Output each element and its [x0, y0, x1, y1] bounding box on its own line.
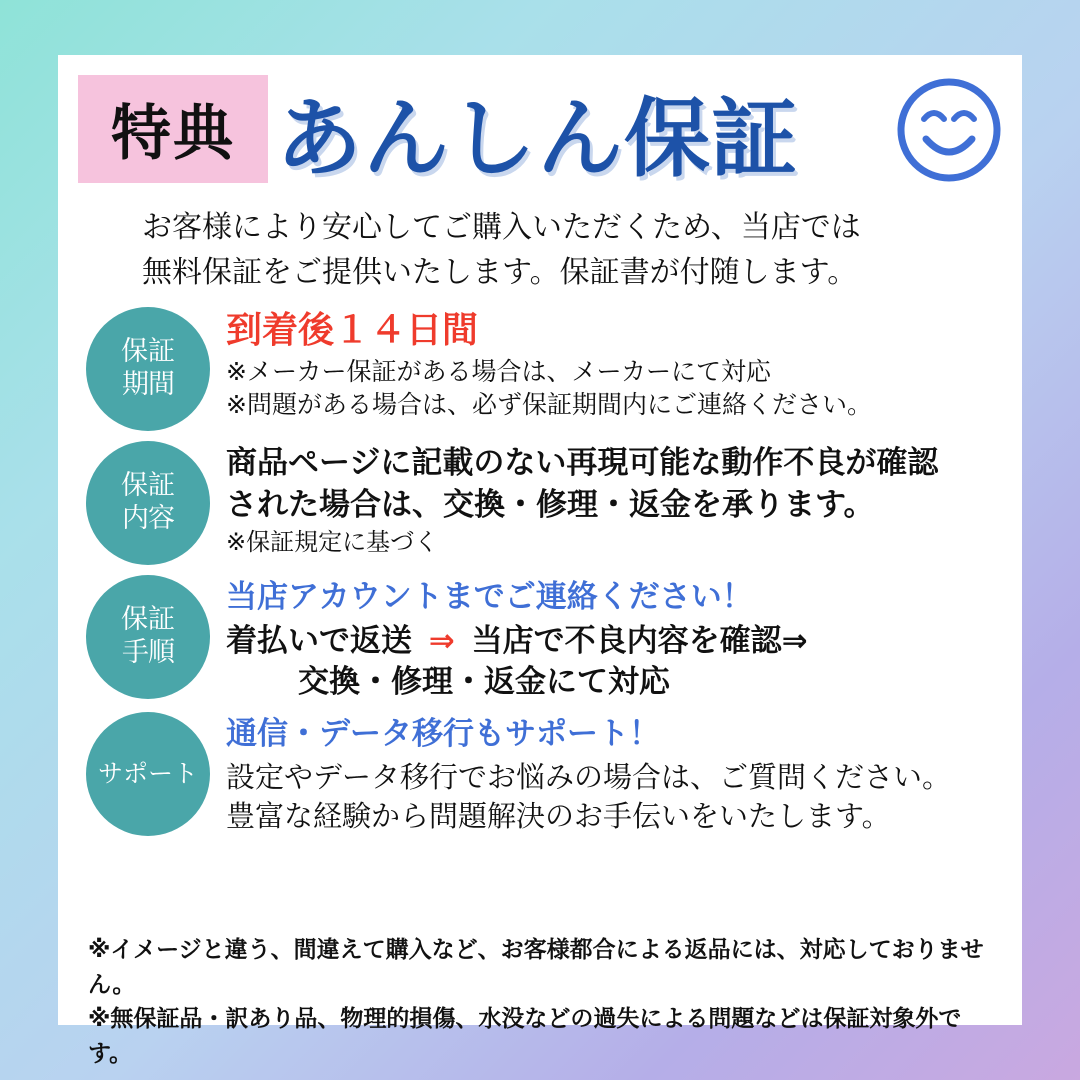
procedure-headline: 当店アカウントまでご連絡ください！ — [226, 579, 753, 615]
row-support — [86, 712, 1006, 837]
content-line-1: 商品ページに記載のない再現可能な動作不良が確認 — [226, 445, 939, 481]
intro-line-2: 無料保証をご提供いたします。保証書が付随します。 — [142, 255, 858, 290]
period-headline: 到着後１４日間 — [226, 310, 479, 351]
benefit-badge — [78, 75, 268, 183]
procedure-flow-line-1 — [226, 621, 1006, 661]
chip-warranty-content — [86, 441, 210, 565]
chip-support — [86, 712, 210, 836]
period-note-2: ※問題がある場合は、必ず保証期間内にご連絡ください。 — [226, 389, 872, 419]
row-body — [226, 712, 1006, 837]
chip-warranty-period — [86, 307, 210, 431]
row-body — [226, 307, 1006, 421]
warranty-card — [58, 55, 1022, 1067]
card-header — [58, 55, 1022, 195]
row-warranty-procedure — [86, 575, 1006, 702]
benefit-badge-label: 特典 — [111, 99, 235, 169]
support-headline: 通信・データ移行もサポート！ — [226, 715, 660, 752]
intro-line-1: お客様により安心してご購入いただくため、当店では — [142, 210, 861, 245]
chip-line-1: 保証 — [121, 470, 175, 502]
period-note-1: ※メーカー保証がある場合は、メーカーにて対応 — [226, 356, 771, 386]
support-line-1: 設定やデータ移行でお悩みの場合は、ご質問ください。 — [226, 760, 952, 795]
chip-line-2: 期間 — [122, 369, 174, 400]
intro-text — [142, 205, 982, 295]
disclaimer — [88, 933, 993, 1071]
warranty-rows — [86, 307, 1006, 846]
content-line-2: された場合は、交換・修理・返金を承ります。 — [226, 486, 875, 523]
content-note: ※保証規定に基づく — [226, 527, 439, 556]
procedure-step-3: 交換・修理・返金にて対応 — [298, 663, 670, 700]
chip-line-2: 内容 — [122, 503, 174, 534]
row-body — [226, 441, 1006, 558]
chip-line-1: サポート — [97, 758, 198, 788]
chip-line-1: 保証 — [121, 604, 175, 636]
disclaimer-line-1: ※イメージと違う、間違えて購入など、お客様都合による返品には、対応しておりません。 — [88, 937, 984, 998]
chip-warranty-procedure — [86, 575, 210, 699]
chip-line-2: 手順 — [122, 637, 174, 668]
page-title: あんしん保証 — [276, 89, 798, 189]
chip-line-1: 保証 — [121, 336, 175, 368]
disclaimer-line-2: ※無保証品・訳あり品、物理的損傷、水没などの過失による問題などは保証対象外です。 — [88, 1006, 962, 1067]
procedure-step-2: 当店で不良内容を確認⇒ — [471, 623, 808, 660]
smiley-face-icon — [896, 77, 1002, 183]
support-line-2: 豊富な経験から問題解決のお手伝いをいたします。 — [226, 799, 891, 834]
row-warranty-period — [86, 307, 1006, 431]
row-warranty-content — [86, 441, 1006, 565]
row-body — [226, 575, 1006, 702]
procedure-step-1: 着払いで返送 — [226, 623, 412, 660]
arrow-right-icon: ⇒ — [428, 623, 455, 660]
